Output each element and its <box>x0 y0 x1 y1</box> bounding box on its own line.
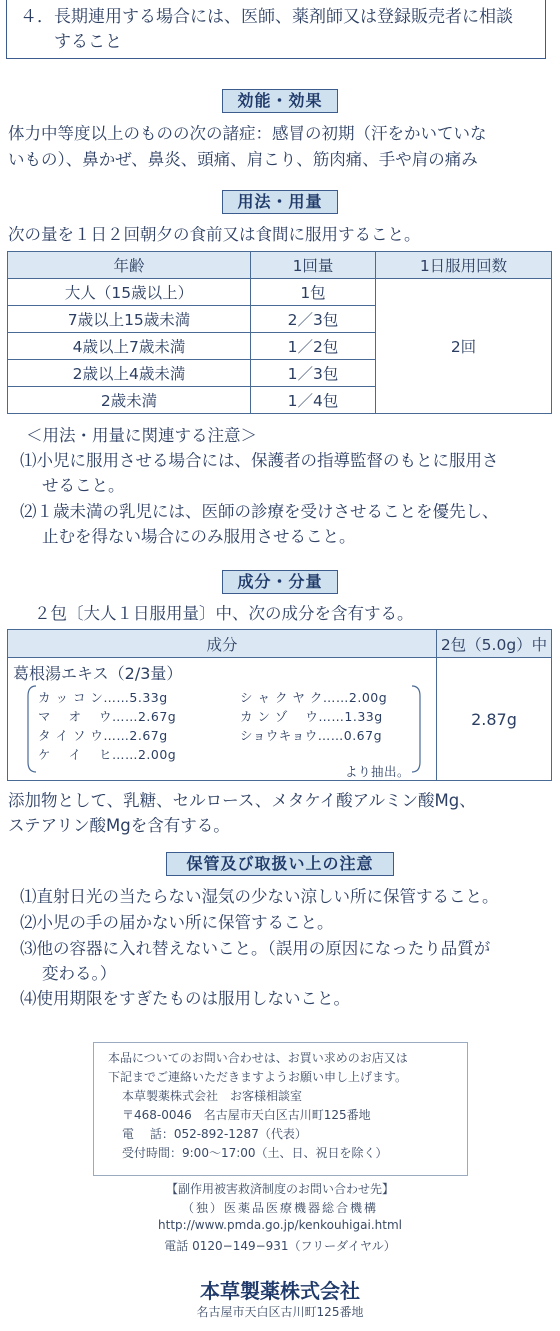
relief-line: 【副作用被害救済制度のお問い合わせ先】 <box>165 1182 394 1196</box>
dosage-note-line-3: ⑵１歳未満の乳児には、医師の診療を受けさせることを優先し、 <box>20 502 499 521</box>
efficacy-line-2: いもの）、鼻かぜ、鼻炎、頭痛、肩こり、筋肉痛、手や肩の痛み <box>8 150 478 169</box>
relief-line: 電話 0120−149−931（フリーダイヤル） <box>164 1239 396 1253</box>
efficacy-header: 効能・効果 <box>222 89 338 113</box>
dosage-age: 大人（15歳以上） <box>8 279 251 306</box>
contact-line: 〒468-0046 名古屋市天白区古川町125番地 <box>122 1108 371 1122</box>
storage-line-2: ⑵小児の手の届かない所に保管すること。 <box>20 913 334 932</box>
dosage-header: 用法・用量 <box>222 190 338 214</box>
dosage-age: 2歳以上4歳未満 <box>8 360 251 387</box>
ingredient-item: カ ン ゾ ウ……1.33g <box>240 709 383 724</box>
ingredients-intro: ２包〔大人１日服用量〕中、次の成分を含有する。 <box>34 604 414 623</box>
storage-line-4: 変わる。） <box>42 964 117 983</box>
table-row <box>8 279 552 306</box>
storage-line-1: ⑴直射日光の当たらない湿気の少ない涼しい所に保管すること。 <box>20 887 499 906</box>
dosage-col-times: 1日服用回数 <box>376 252 552 279</box>
dosage-age: 2歳未満 <box>8 387 251 414</box>
contact-line: 下記までご連絡いただきますようお願い申し上げます。 <box>108 1070 408 1084</box>
ingredient-item: ショウキョウ……0.67g <box>240 728 383 743</box>
company-address: 名古屋市天白区古川町125番地 <box>196 1305 364 1319</box>
ingredients-header: 成分・分量 <box>222 570 338 594</box>
contact-line: 電 話：052-892-1287（代表） <box>122 1127 307 1141</box>
dosage-amount: 1／3包 <box>251 360 376 387</box>
dosage-note-line-1: ⑴小児に服用させる場合には、保護者の指導監督のもとに服用さ <box>20 451 499 470</box>
dosage-intro: 次の量を１日２回朝夕の食前又は食間に服用すること。 <box>8 225 421 244</box>
ingredients-col-component: 成分 <box>8 630 437 658</box>
dosage-col-amount: 1回量 <box>251 252 376 279</box>
dosage-age: 7歳以上15歳未満 <box>8 306 251 333</box>
company-name: 本草製薬株式会社 <box>200 1279 360 1303</box>
ingredient-item: カ ッ コ ン……5.33g <box>38 690 168 705</box>
ingredient-item: タ イ ソ ウ……2.67g <box>38 728 168 743</box>
storage-line-3: ⑶他の容器に入れ替えないこと。（誤用の原因になったり品質が <box>20 939 491 958</box>
ingredient-item: ケ イ ヒ……2.00g <box>38 747 177 762</box>
relief-line: （独）医薬品医療機器総合機構 <box>181 1201 378 1215</box>
extract-amount: 2.87g <box>437 658 552 781</box>
dosage-times: 2回 <box>376 279 552 414</box>
additives-line-2: ステアリン酸Mgを含有する。 <box>8 816 230 835</box>
ingredient-item: シ ャ ク ヤ ク……2.00g <box>240 690 388 705</box>
contact-line: 本品についてのお問い合わせは、お買い求めのお店又は <box>108 1051 408 1065</box>
dosage-col-age: 年齢 <box>8 252 251 279</box>
dosage-note-line-2: せること。 <box>42 476 125 495</box>
dosage-amount: 2／3包 <box>251 306 376 333</box>
extract-name: 葛根湯エキス（2/3量） <box>13 664 183 683</box>
dosage-note-line-4: 止むを得ない場合にのみ服用させること。 <box>42 527 356 546</box>
additives-line-1: 添加物として、乳糖、セルロース、メタケイ酸アルミン酸Mg、 <box>8 791 476 810</box>
relief-line: http://www.pmda.go.jp/kenkouhigai.html <box>158 1218 402 1232</box>
dosage-amount: 1／4包 <box>251 387 376 414</box>
contact-line: 本草製薬株式会社 お客様相談室 <box>122 1089 303 1103</box>
efficacy-line-1: 体力中等度以上のものの次の諸症：感冒の初期（汗をかいていな <box>8 124 487 143</box>
ingredient-item: マ オ ウ……2.67g <box>38 709 177 724</box>
dosage-table <box>7 251 552 414</box>
contact-line: 受付時間：9:00〜17:00（土、日、祝日を除く） <box>122 1146 388 1160</box>
dosage-amount: 1包 <box>251 279 376 306</box>
warning-line-2: すること <box>54 32 122 52</box>
storage-line-5: ⑷使用期限をすぎたものは服用しないこと。 <box>20 989 350 1008</box>
storage-header: 保管及び取扱い上の注意 <box>166 852 394 876</box>
dosage-age: 4歳以上7歳未満 <box>8 333 251 360</box>
dosage-notes-title: ＜用法・用量に関連する注意＞ <box>26 426 257 445</box>
ingredients-col-amount: 2包（5.0g）中 <box>437 630 552 658</box>
extract-note: より抽出。 <box>345 764 411 779</box>
warning-line-1: ４．長期連用する場合には、医師、薬剤師又は登録販売者に相談 <box>20 7 513 27</box>
dosage-amount: 1／2包 <box>251 333 376 360</box>
